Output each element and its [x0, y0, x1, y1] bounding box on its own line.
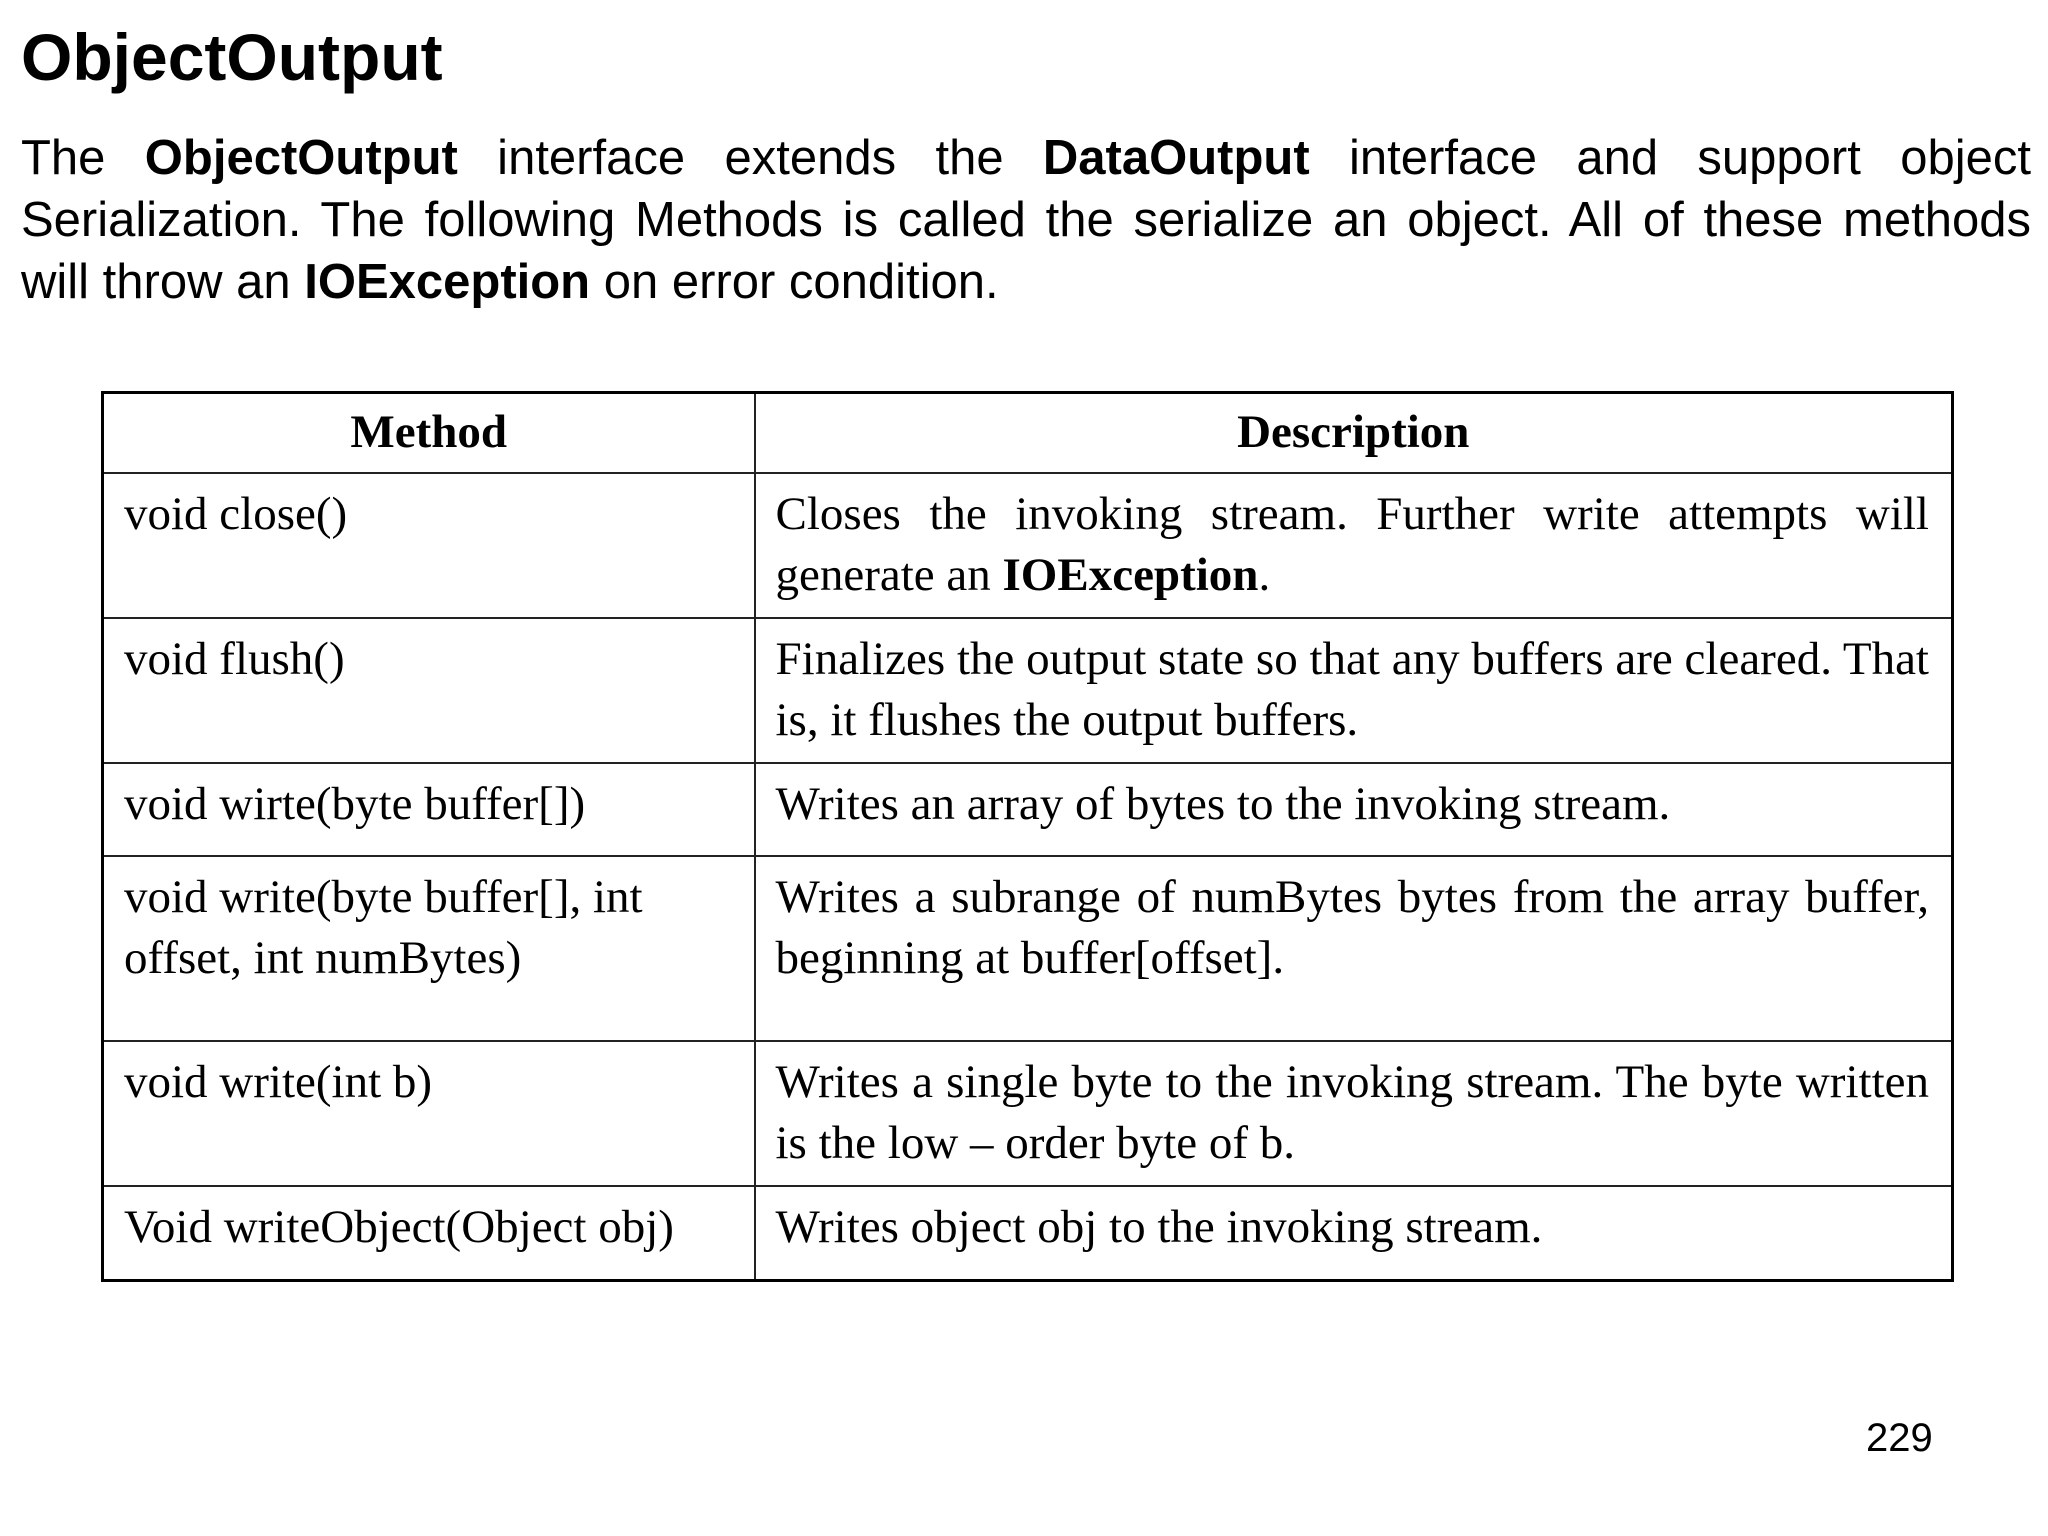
method-cell: Void writeObject(Object obj): [103, 1186, 755, 1281]
description-cell: Writes object obj to the invoking stream.: [755, 1186, 1953, 1281]
description-cell: Writes an array of bytes to the invoking stream.: [755, 763, 1953, 856]
table-header-row: [103, 393, 1953, 473]
intro-text-4: on error condition.: [590, 255, 999, 309]
method-cell: void close(): [103, 473, 755, 618]
method-cell: void flush(): [103, 618, 755, 763]
method-cell: void wirte(byte buffer[]): [103, 763, 755, 856]
table-row: [103, 763, 1953, 856]
method-cell: void write(int b): [103, 1041, 755, 1186]
table-row: [103, 618, 1953, 763]
table-row: [103, 1041, 1953, 1186]
intro-text-1: The: [21, 131, 145, 185]
description-text-end: .: [1258, 548, 1271, 601]
methods-table: [101, 391, 1954, 1282]
description-text: Closes the invoking stream. Further write attempts will generate an: [775, 487, 1929, 601]
intro-bold-objectoutput: ObjectOutput: [144, 131, 458, 185]
intro-text-2: interface extends the: [457, 131, 1043, 185]
description-cell: Finalizes the output state so that any buffers are cleared. That is, it flushes the output buffers.: [755, 618, 1953, 763]
table-row: [103, 1186, 1953, 1281]
page-title: ObjectOutput: [21, 20, 443, 94]
table-row: [103, 856, 1953, 1041]
description-cell: Writes a single byte to the invoking stream. The byte written is the low – order byte of b.: [755, 1041, 1953, 1186]
table-row: [103, 473, 1953, 618]
method-cell: void write(byte buffer[], int offset, int numBytes): [103, 856, 755, 1041]
intro-bold-dataoutput: DataOutput: [1042, 131, 1310, 185]
column-header-description: Description: [755, 393, 1953, 473]
intro-bold-ioexception: IOException: [304, 255, 591, 309]
column-header-method: Method: [103, 393, 755, 473]
description-cell: [755, 473, 1953, 618]
intro-paragraph: [21, 127, 2031, 313]
page-number: 229: [1866, 1416, 1933, 1460]
description-cell: Writes a subrange of numBytes bytes from the array buffer, beginning at buffer[offset].: [755, 856, 1953, 1041]
description-bold-ioexception: IOException: [1002, 548, 1259, 601]
intro-text-3: interface and support object Serialization. The following Methods is called the serialize an object. All of these methods will throw an: [21, 131, 2031, 309]
